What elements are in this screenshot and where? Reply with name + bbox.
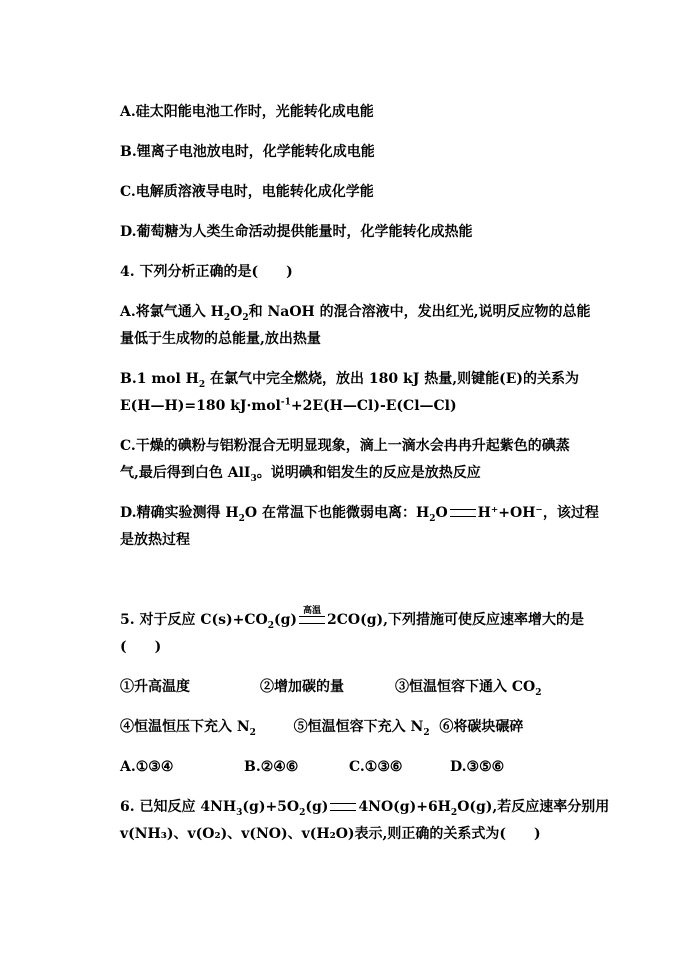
q4-option-b-cont: E(H—H)=180 kJ·mol$^{-1}$+2E(H—Cl)-E(Cl—Cl) (120, 397, 457, 414)
q4-stem: 4. 下列分析正确的是( ) (120, 264, 293, 280)
q3-option-a: A.硅太阳能电池工作时，光能转化成电能 (120, 104, 374, 120)
q5-measures-row2: ④恒温恒压下充入 $N_2$ ⑤恒温恒容下充入 $N_2$ ⑥将碳块碾碎 (120, 719, 524, 738)
q4-option-b: B.1 mol $H_2$ 在氯气中完全燃烧，放出 180 kJ 热量,则键能(E)的关系为 (120, 371, 580, 390)
q5-paren: ( ) (120, 639, 162, 655)
q3-option-d: D.葡萄糖为人类生命活动提供能量时，化学能转化成热能 (120, 224, 473, 240)
q4-option-c-cont: 气,最后得到白色 AlI$_3$。说明碘和铝发生的反应是放热反应 (120, 465, 481, 484)
equilibrium-arrow (330, 803, 356, 811)
q6-stem-cont: v(NH₃)、v(O₂)、v(NO)、v(H₂O)表示,则正确的关系式为( ) (120, 826, 541, 842)
q3-option-b: B.锂离子电池放电时，化学能转化成电能 (120, 144, 375, 160)
q3-option-c: C.电解质溶液导电时，电能转化成化学能 (120, 184, 374, 200)
q4-option-c: C.干燥的碘粉与铝粉混合无明显现象，滴上一滴水会冉冉升起紫色的碘蒸 (120, 438, 570, 454)
q4-option-d-cont: 是放热过程 (120, 532, 190, 548)
equilibrium-arrow (299, 606, 325, 624)
equilibrium-arrow (450, 509, 476, 517)
q6-stem: 6. 已知反应 $4NH_3(g)+5O_2(g)$ $4NO(g)+6H_2O(g)$,若反应速率分别用 (120, 799, 610, 818)
q5-measures-row1: ①升高温度 ②增加碳的量 ③恒温恒容下通入 $CO_2$ (120, 679, 542, 698)
q4-option-a-cont: 量低于生成物的总能量,放出热量 (120, 331, 321, 347)
q5-stem: 5. 对于反应 $C(s)+CO_2(g)$ 高温 2CO(g),下列措施可使反应速率增大的是 (120, 610, 584, 630)
q4-option-a: A.将氯气通入 $H_2O_2$和 NaOH 的混合溶液中，发出红光,说明反应物的总能 (120, 304, 591, 323)
q5-answer-options: A.①③④ B.②④⑥ C.①③⑥ D.③⑤⑥ (120, 759, 505, 775)
q4-option-d: D.精确实验测得 $H_2O$ 在常温下也能微弱电离：$H_2O$ H⁺+OH⁻，该过程 (120, 505, 599, 524)
reaction-condition: 高温 (303, 606, 322, 616)
